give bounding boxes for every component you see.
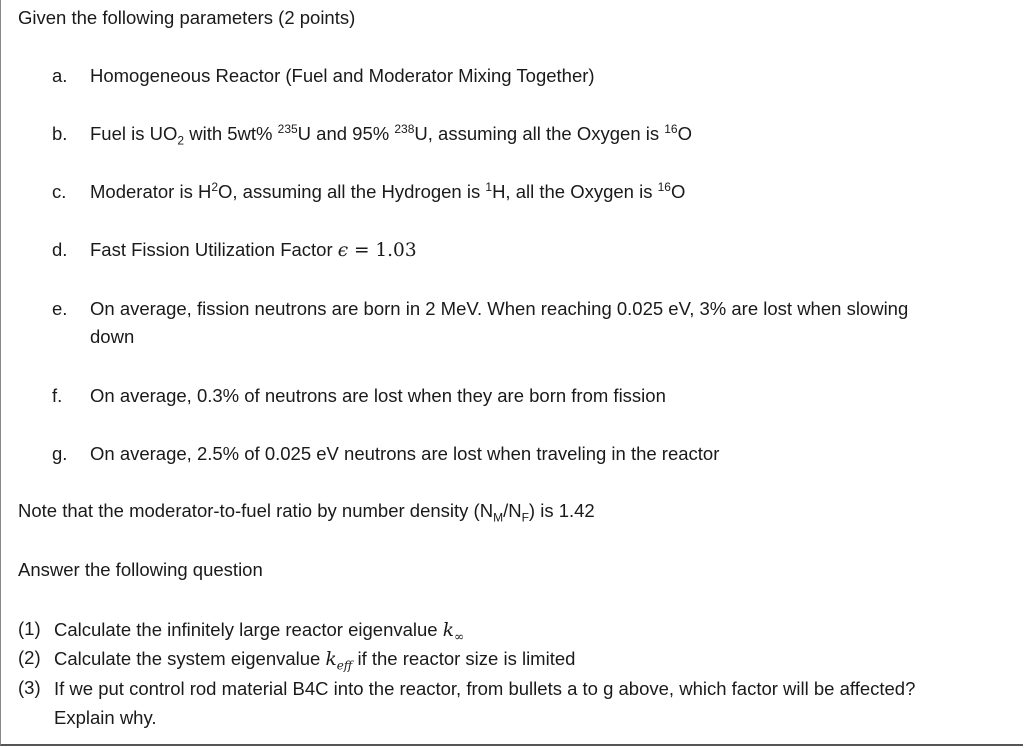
item-text: On average, 0.3% of neutrons are lost when they are born from fission	[90, 385, 666, 406]
item-marker: a.	[52, 65, 68, 86]
section-heading: Given the following parameters (2 points)	[18, 7, 356, 28]
epsilon-symbol: ϵ	[337, 240, 349, 261]
question-marker: (2)	[18, 647, 41, 668]
item-text: Fast Fission Utilization Factor ϵ = 1.03	[90, 239, 417, 261]
item-marker: f.	[52, 385, 63, 406]
moderator-fuel-note: Note that the moderator-to-fuel ratio by number density $(N_M/N_F)$ is 1.42	[18, 500, 595, 525]
k-eff-symbol: $k_{eff}$	[325, 649, 353, 673]
item-marker: d.	[52, 239, 68, 260]
item-text: On average, 2.5% of 0.025 eV neutrons are lost when traveling in the reactor	[90, 443, 720, 464]
item-marker: b.	[52, 123, 68, 144]
answer-heading: Answer the following question	[18, 559, 263, 580]
item-text: On average, fission neutrons are born in 2 MeV. When reaching 0.025 eV, 3% are lost when slowing down	[90, 298, 909, 347]
question-text: If we put control rod material B4C into the reactor, from bullets a to g above, which factor will be affected? Explain why.	[54, 678, 916, 728]
item-text: Moderator is $H^2O$, assuming all the Hydrogen is $^1$H, all the Oxygen is $^{16}$O	[90, 179, 686, 202]
question-marker: (1)	[18, 618, 41, 639]
question-text: Calculate the system eigenvalue $k_{eff}$ if the reactor size is limited	[54, 648, 576, 673]
item-text: Fuel is $UO_2$ with 5wt% $^{235}$U and 95% $^{238}$U, assuming all the Oxygen is $^{16}$O	[90, 121, 692, 148]
item-marker: c.	[52, 181, 67, 202]
item-marker: g.	[52, 443, 68, 464]
item-marker: e.	[52, 298, 68, 319]
question-text: Calculate the infinitely large reactor eigenvalue $k_\infty$	[54, 619, 464, 644]
question-marker: (3)	[18, 677, 41, 698]
item-text: Homogeneous Reactor (Fuel and Moderator Mixing Together)	[90, 65, 595, 86]
k-infinity-symbol: $k_\infty$	[442, 620, 464, 644]
